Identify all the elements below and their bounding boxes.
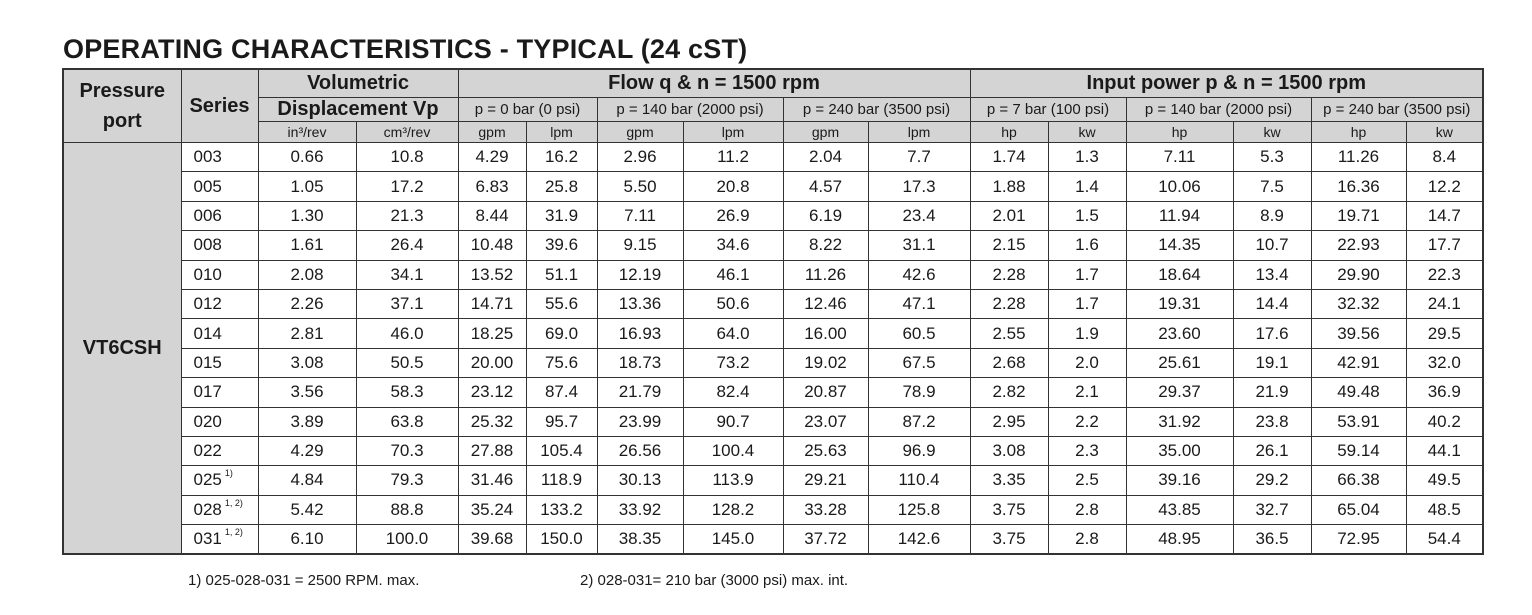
value-cell: 44.1 xyxy=(1406,436,1483,465)
value-cell: 4.29 xyxy=(458,143,526,172)
value-cell: 59.14 xyxy=(1311,436,1406,465)
value-cell: 33.28 xyxy=(783,495,868,524)
value-cell: 12.2 xyxy=(1406,172,1483,201)
input-power-header: Input power p & n = 1500 rpm xyxy=(970,69,1483,98)
value-cell: 23.12 xyxy=(458,378,526,407)
series-value: 003 xyxy=(193,147,222,167)
value-cell: 19.71 xyxy=(1311,201,1406,230)
value-cell: 17.2 xyxy=(356,172,458,201)
series-cell xyxy=(181,143,258,172)
value-cell: 23.07 xyxy=(783,407,868,436)
value-cell: 33.92 xyxy=(597,495,683,524)
series-value: 031 xyxy=(193,529,222,549)
value-cell: 14.4 xyxy=(1233,289,1311,318)
unit-header: kw xyxy=(1406,122,1483,143)
value-cell: 2.04 xyxy=(783,143,868,172)
value-cell: 23.4 xyxy=(868,201,970,230)
value-cell: 3.08 xyxy=(258,348,356,377)
power-sub-header: p = 7 bar (100 psi) xyxy=(970,98,1126,122)
value-cell: 2.28 xyxy=(970,260,1048,289)
value-cell: 0.66 xyxy=(258,143,356,172)
value-cell: 2.68 xyxy=(970,348,1048,377)
value-cell: 21.9 xyxy=(1233,378,1311,407)
value-cell: 1.9 xyxy=(1048,319,1126,348)
value-cell: 32.0 xyxy=(1406,348,1483,377)
value-cell: 8.22 xyxy=(783,231,868,260)
value-cell: 18.73 xyxy=(597,348,683,377)
value-cell: 2.96 xyxy=(597,143,683,172)
value-cell: 2.81 xyxy=(258,319,356,348)
series-value: 017 xyxy=(193,382,222,402)
footnotes xyxy=(188,572,849,589)
footnote-1: 1) 025-028-031 = 2500 RPM. max. xyxy=(188,572,420,589)
volumetric-header-line2: Displacement Vp xyxy=(258,98,458,122)
value-cell: 16.93 xyxy=(597,319,683,348)
value-cell: 48.5 xyxy=(1406,495,1483,524)
value-cell: 53.91 xyxy=(1311,407,1406,436)
value-cell: 64.0 xyxy=(683,319,783,348)
value-cell: 46.1 xyxy=(683,260,783,289)
unit-header: gpm xyxy=(597,122,683,143)
value-cell: 65.04 xyxy=(1311,495,1406,524)
series-cell xyxy=(181,201,258,230)
table-row xyxy=(63,436,1483,465)
value-cell: 7.11 xyxy=(597,201,683,230)
value-cell: 54.4 xyxy=(1406,525,1483,555)
series-value: 015 xyxy=(193,352,222,372)
value-cell: 66.38 xyxy=(1311,466,1406,495)
unit-header: hp xyxy=(970,122,1048,143)
value-cell: 1.7 xyxy=(1048,260,1126,289)
power-sub-header: p = 140 bar (2000 psi) xyxy=(1126,98,1311,122)
value-cell: 5.50 xyxy=(597,172,683,201)
value-cell: 50.5 xyxy=(356,348,458,377)
pressure-port-cell: VT6CSH xyxy=(63,143,181,555)
series-value: 028 xyxy=(193,499,222,519)
value-cell: 26.4 xyxy=(356,231,458,260)
unit-header: lpm xyxy=(683,122,783,143)
value-cell: 38.35 xyxy=(597,525,683,555)
value-cell: 14.71 xyxy=(458,289,526,318)
table-row xyxy=(63,348,1483,377)
unit-header: gpm xyxy=(783,122,868,143)
value-cell: 2.28 xyxy=(970,289,1048,318)
series-value: 020 xyxy=(193,411,222,431)
value-cell: 18.25 xyxy=(458,319,526,348)
value-cell: 88.8 xyxy=(356,495,458,524)
value-cell: 3.35 xyxy=(970,466,1048,495)
value-cell: 2.0 xyxy=(1048,348,1126,377)
value-cell: 16.2 xyxy=(526,143,597,172)
value-cell: 14.35 xyxy=(1126,231,1233,260)
series-cell xyxy=(181,319,258,348)
value-cell: 142.6 xyxy=(868,525,970,555)
value-cell: 10.06 xyxy=(1126,172,1233,201)
value-cell: 1.61 xyxy=(258,231,356,260)
value-cell: 110.4 xyxy=(868,466,970,495)
value-cell: 39.16 xyxy=(1126,466,1233,495)
value-cell: 31.1 xyxy=(868,231,970,260)
value-cell: 9.15 xyxy=(597,231,683,260)
value-cell: 39.56 xyxy=(1311,319,1406,348)
series-value: 012 xyxy=(193,294,222,314)
value-cell: 30.13 xyxy=(597,466,683,495)
value-cell: 60.5 xyxy=(868,319,970,348)
value-cell: 48.95 xyxy=(1126,525,1233,555)
table-row xyxy=(63,260,1483,289)
value-cell: 70.3 xyxy=(356,436,458,465)
value-cell: 90.7 xyxy=(683,407,783,436)
value-cell: 11.2 xyxy=(683,143,783,172)
value-cell: 2.3 xyxy=(1048,436,1126,465)
series-value: 005 xyxy=(193,176,222,196)
value-cell: 3.75 xyxy=(970,525,1048,555)
value-cell: 39.6 xyxy=(526,231,597,260)
value-cell: 8.9 xyxy=(1233,201,1311,230)
value-cell: 10.7 xyxy=(1233,231,1311,260)
value-cell: 39.68 xyxy=(458,525,526,555)
unit-header: lpm xyxy=(526,122,597,143)
footnote-2: 2) 028-031= 210 bar (3000 psi) max. int. xyxy=(580,572,849,589)
value-cell: 2.2 xyxy=(1048,407,1126,436)
value-cell: 150.0 xyxy=(526,525,597,555)
value-cell: 21.3 xyxy=(356,201,458,230)
footnote-marker: 1, 2) xyxy=(224,527,243,538)
series-value: 010 xyxy=(193,264,222,284)
value-cell: 19.1 xyxy=(1233,348,1311,377)
table-row xyxy=(63,143,1483,172)
value-cell: 113.9 xyxy=(683,466,783,495)
series-value: 025 xyxy=(193,470,222,490)
value-cell: 43.85 xyxy=(1126,495,1233,524)
value-cell: 47.1 xyxy=(868,289,970,318)
series-cell xyxy=(181,436,258,465)
value-cell: 82.4 xyxy=(683,378,783,407)
value-cell: 24.1 xyxy=(1406,289,1483,318)
value-cell: 2.55 xyxy=(970,319,1048,348)
table-row xyxy=(63,319,1483,348)
value-cell: 25.8 xyxy=(526,172,597,201)
flow-sub-header: p = 0 bar (0 psi) xyxy=(458,98,597,122)
table-row xyxy=(63,231,1483,260)
value-cell: 31.9 xyxy=(526,201,597,230)
value-cell: 10.48 xyxy=(458,231,526,260)
value-cell: 2.1 xyxy=(1048,378,1126,407)
series-cell xyxy=(181,260,258,289)
table-row xyxy=(63,289,1483,318)
value-cell: 67.5 xyxy=(868,348,970,377)
value-cell: 4.84 xyxy=(258,466,356,495)
value-cell: 69.0 xyxy=(526,319,597,348)
value-cell: 51.1 xyxy=(526,260,597,289)
flow-header: Flow q & n = 1500 rpm xyxy=(458,69,970,98)
value-cell: 29.37 xyxy=(1126,378,1233,407)
value-cell: 29.2 xyxy=(1233,466,1311,495)
value-cell: 100.0 xyxy=(356,525,458,555)
value-cell: 1.7 xyxy=(1048,289,1126,318)
value-cell: 23.60 xyxy=(1126,319,1233,348)
value-cell: 26.9 xyxy=(683,201,783,230)
value-cell: 105.4 xyxy=(526,436,597,465)
value-cell: 133.2 xyxy=(526,495,597,524)
series-cell xyxy=(181,348,258,377)
table-row xyxy=(63,525,1483,555)
value-cell: 11.26 xyxy=(1311,143,1406,172)
value-cell: 87.2 xyxy=(868,407,970,436)
value-cell: 1.88 xyxy=(970,172,1048,201)
pressure-port-header: Pressure port xyxy=(63,69,181,143)
value-cell: 100.4 xyxy=(683,436,783,465)
table-row xyxy=(63,495,1483,524)
value-cell: 4.57 xyxy=(783,172,868,201)
value-cell: 16.00 xyxy=(783,319,868,348)
value-cell: 3.08 xyxy=(970,436,1048,465)
value-cell: 29.21 xyxy=(783,466,868,495)
value-cell: 145.0 xyxy=(683,525,783,555)
value-cell: 22.3 xyxy=(1406,260,1483,289)
value-cell: 5.42 xyxy=(258,495,356,524)
value-cell: 2.95 xyxy=(970,407,1048,436)
value-cell: 1.30 xyxy=(258,201,356,230)
value-cell: 29.90 xyxy=(1311,260,1406,289)
value-cell: 26.1 xyxy=(1233,436,1311,465)
table-row xyxy=(63,407,1483,436)
value-cell: 3.56 xyxy=(258,378,356,407)
value-cell: 34.1 xyxy=(356,260,458,289)
value-cell: 50.6 xyxy=(683,289,783,318)
power-sub-header: p = 240 bar (3500 psi) xyxy=(1311,98,1483,122)
value-cell: 35.24 xyxy=(458,495,526,524)
unit-header: kw xyxy=(1233,122,1311,143)
value-cell: 78.9 xyxy=(868,378,970,407)
table-row xyxy=(63,466,1483,495)
value-cell: 25.32 xyxy=(458,407,526,436)
series-cell xyxy=(181,525,258,555)
value-cell: 2.8 xyxy=(1048,495,1126,524)
series-value: 008 xyxy=(193,235,222,255)
value-cell: 72.95 xyxy=(1311,525,1406,555)
value-cell: 20.87 xyxy=(783,378,868,407)
value-cell: 13.52 xyxy=(458,260,526,289)
value-cell: 49.5 xyxy=(1406,466,1483,495)
value-cell: 36.5 xyxy=(1233,525,1311,555)
series-value: 006 xyxy=(193,205,222,225)
page-title: OPERATING CHARACTERISTICS - TYPICAL (24 cST) xyxy=(63,34,748,64)
unit-header: in³/rev xyxy=(258,122,356,143)
value-cell: 23.8 xyxy=(1233,407,1311,436)
value-cell: 20.00 xyxy=(458,348,526,377)
table-row xyxy=(63,201,1483,230)
footnote-marker: 1) xyxy=(224,468,233,479)
value-cell: 4.29 xyxy=(258,436,356,465)
value-cell: 87.4 xyxy=(526,378,597,407)
series-value: 014 xyxy=(193,323,222,343)
unit-header: kw xyxy=(1048,122,1126,143)
series-cell xyxy=(181,231,258,260)
value-cell: 95.7 xyxy=(526,407,597,436)
value-cell: 125.8 xyxy=(868,495,970,524)
footnote-marker: 1, 2) xyxy=(224,497,243,508)
value-cell: 20.8 xyxy=(683,172,783,201)
value-cell: 6.10 xyxy=(258,525,356,555)
series-header: Series xyxy=(181,69,258,143)
value-cell: 18.64 xyxy=(1126,260,1233,289)
table-row xyxy=(63,172,1483,201)
value-cell: 7.11 xyxy=(1126,143,1233,172)
value-cell: 2.15 xyxy=(970,231,1048,260)
value-cell: 7.7 xyxy=(868,143,970,172)
value-cell: 1.05 xyxy=(258,172,356,201)
volumetric-header-line1: Volumetric xyxy=(258,69,458,98)
value-cell: 128.2 xyxy=(683,495,783,524)
value-cell: 42.6 xyxy=(868,260,970,289)
value-cell: 1.6 xyxy=(1048,231,1126,260)
value-cell: 17.3 xyxy=(868,172,970,201)
value-cell: 10.8 xyxy=(356,143,458,172)
value-cell: 2.26 xyxy=(258,289,356,318)
value-cell: 37.1 xyxy=(356,289,458,318)
value-cell: 29.5 xyxy=(1406,319,1483,348)
operating-characteristics-table xyxy=(62,68,1484,555)
value-cell: 12.19 xyxy=(597,260,683,289)
value-cell: 96.9 xyxy=(868,436,970,465)
value-cell: 42.91 xyxy=(1311,348,1406,377)
unit-header: gpm xyxy=(458,122,526,143)
value-cell: 35.00 xyxy=(1126,436,1233,465)
value-cell: 79.3 xyxy=(356,466,458,495)
value-cell: 13.36 xyxy=(597,289,683,318)
value-cell: 63.8 xyxy=(356,407,458,436)
value-cell: 7.5 xyxy=(1233,172,1311,201)
value-cell: 31.92 xyxy=(1126,407,1233,436)
value-cell: 11.26 xyxy=(783,260,868,289)
value-cell: 34.6 xyxy=(683,231,783,260)
value-cell: 27.88 xyxy=(458,436,526,465)
value-cell: 46.0 xyxy=(356,319,458,348)
value-cell: 1.74 xyxy=(970,143,1048,172)
unit-header: hp xyxy=(1126,122,1233,143)
series-cell xyxy=(181,172,258,201)
value-cell: 19.02 xyxy=(783,348,868,377)
flow-sub-header: p = 140 bar (2000 psi) xyxy=(597,98,783,122)
value-cell: 2.01 xyxy=(970,201,1048,230)
unit-header: lpm xyxy=(868,122,970,143)
flow-sub-header: p = 240 bar (3500 psi) xyxy=(783,98,970,122)
value-cell: 31.46 xyxy=(458,466,526,495)
value-cell: 1.5 xyxy=(1048,201,1126,230)
unit-header: hp xyxy=(1311,122,1406,143)
value-cell: 2.8 xyxy=(1048,525,1126,555)
value-cell: 49.48 xyxy=(1311,378,1406,407)
value-cell: 118.9 xyxy=(526,466,597,495)
series-cell xyxy=(181,466,258,495)
value-cell: 25.63 xyxy=(783,436,868,465)
value-cell: 2.5 xyxy=(1048,466,1126,495)
value-cell: 25.61 xyxy=(1126,348,1233,377)
value-cell: 12.46 xyxy=(783,289,868,318)
value-cell: 2.08 xyxy=(258,260,356,289)
value-cell: 36.9 xyxy=(1406,378,1483,407)
series-cell xyxy=(181,289,258,318)
value-cell: 8.44 xyxy=(458,201,526,230)
value-cell: 22.93 xyxy=(1311,231,1406,260)
value-cell: 17.7 xyxy=(1406,231,1483,260)
series-cell xyxy=(181,378,258,407)
value-cell: 19.31 xyxy=(1126,289,1233,318)
value-cell: 26.56 xyxy=(597,436,683,465)
table-row xyxy=(63,378,1483,407)
value-cell: 1.3 xyxy=(1048,143,1126,172)
value-cell: 6.83 xyxy=(458,172,526,201)
value-cell: 23.99 xyxy=(597,407,683,436)
value-cell: 21.79 xyxy=(597,378,683,407)
value-cell: 32.7 xyxy=(1233,495,1311,524)
value-cell: 3.89 xyxy=(258,407,356,436)
value-cell: 40.2 xyxy=(1406,407,1483,436)
value-cell: 13.4 xyxy=(1233,260,1311,289)
value-cell: 14.7 xyxy=(1406,201,1483,230)
value-cell: 37.72 xyxy=(783,525,868,555)
value-cell: 3.75 xyxy=(970,495,1048,524)
value-cell: 55.6 xyxy=(526,289,597,318)
value-cell: 16.36 xyxy=(1311,172,1406,201)
value-cell: 8.4 xyxy=(1406,143,1483,172)
value-cell: 75.6 xyxy=(526,348,597,377)
series-cell xyxy=(181,407,258,436)
value-cell: 1.4 xyxy=(1048,172,1126,201)
value-cell: 6.19 xyxy=(783,201,868,230)
value-cell: 11.94 xyxy=(1126,201,1233,230)
series-cell xyxy=(181,495,258,524)
value-cell: 5.3 xyxy=(1233,143,1311,172)
unit-header: cm³/rev xyxy=(356,122,458,143)
value-cell: 17.6 xyxy=(1233,319,1311,348)
series-value: 022 xyxy=(193,441,222,461)
value-cell: 73.2 xyxy=(683,348,783,377)
value-cell: 2.82 xyxy=(970,378,1048,407)
value-cell: 32.32 xyxy=(1311,289,1406,318)
value-cell: 58.3 xyxy=(356,378,458,407)
